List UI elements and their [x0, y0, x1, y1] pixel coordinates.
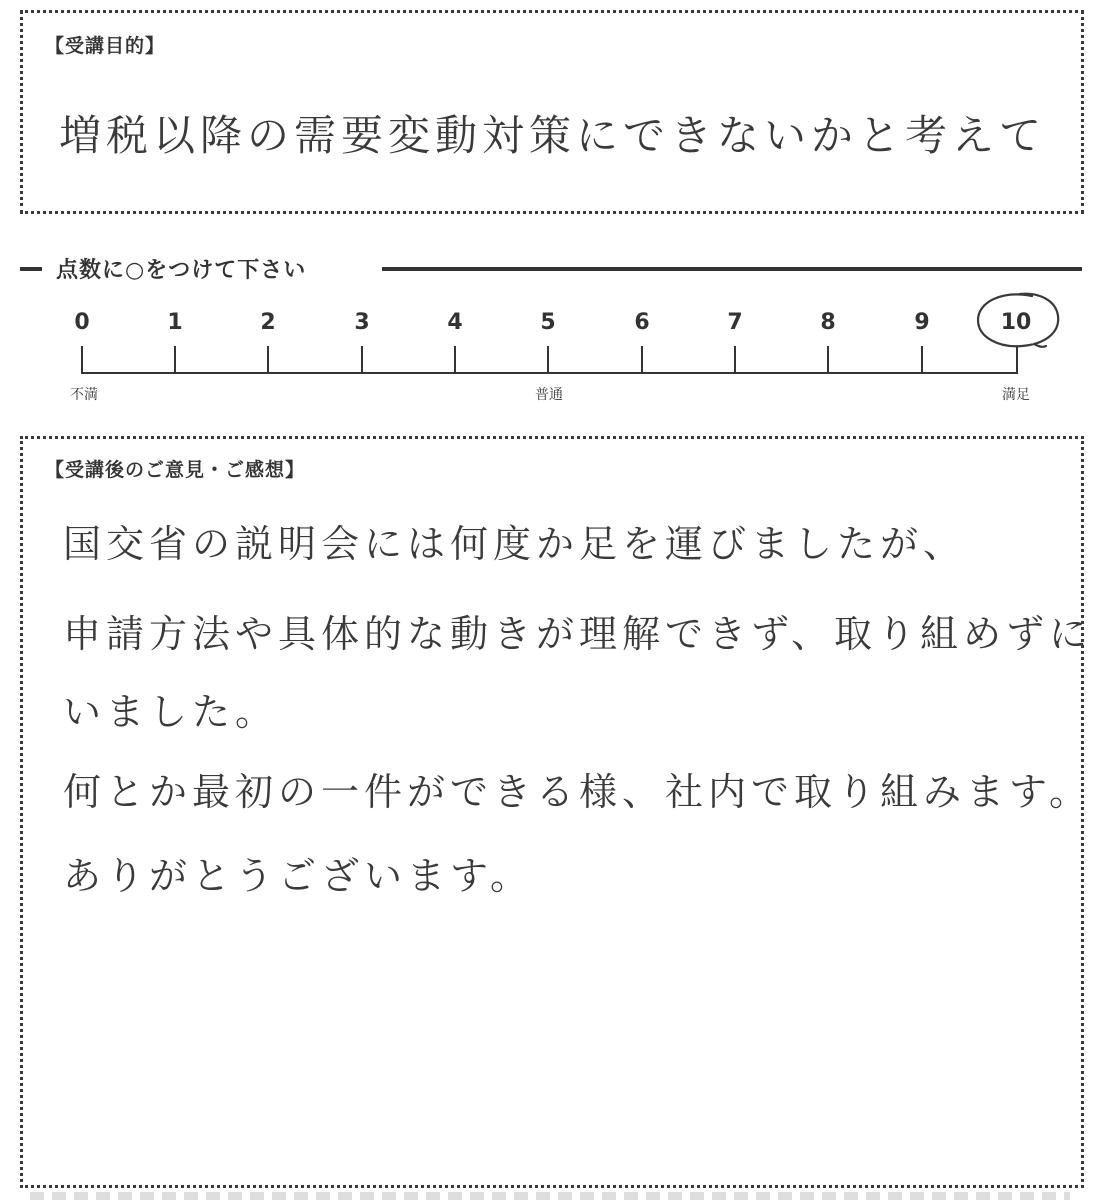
- comment-line: 何とか最初の一件ができる様、社内で取り組みます。: [63, 770, 1092, 814]
- tick-mark: [361, 346, 363, 373]
- tick-label-5: 5: [540, 310, 556, 335]
- heading-rule: [382, 267, 1082, 271]
- score-scale: [0, 300, 1109, 410]
- tick-label-4: 4: [447, 310, 463, 335]
- tick-mark: [641, 346, 643, 373]
- caption-dissatisfied: 不満: [70, 387, 98, 403]
- tick-mark: [81, 346, 83, 373]
- purpose-box: [20, 10, 1084, 214]
- cropped-footer-text: [30, 1192, 1070, 1200]
- scale-baseline: [81, 372, 1018, 374]
- tick-label-1: 1: [167, 310, 183, 335]
- tick-label-10: 10: [1000, 310, 1032, 335]
- comment-line: いました。: [63, 690, 279, 734]
- caption-neutral: 普通: [535, 387, 563, 403]
- tick-mark: [267, 346, 269, 373]
- score-heading-text: 点数に○をつけて下さい: [56, 258, 307, 283]
- tick-label-6: 6: [634, 310, 650, 335]
- purpose-handwritten-text: 増税以降の需要変動対策にできないかと考えて: [59, 111, 1047, 160]
- purpose-label: 【受講目的】: [45, 35, 166, 57]
- tick-mark: [454, 346, 456, 373]
- heading-dash: [20, 267, 42, 271]
- tick-mark: [174, 346, 176, 373]
- tick-mark: [921, 346, 923, 373]
- comment-line: 国交省の説明会には何度か足を運びましたが、: [63, 522, 967, 566]
- tick-mark: [547, 346, 549, 373]
- tick-mark: [734, 346, 736, 373]
- comment-line: 申請方法や具体的な動きが理解できず、取り組めずに: [63, 612, 1092, 656]
- comment-line: ありがとうございます。: [63, 854, 533, 898]
- caption-satisfied: 満足: [1002, 387, 1030, 403]
- tick-label-8: 8: [820, 310, 836, 335]
- tick-label-0: 0: [74, 310, 90, 335]
- tick-label-2: 2: [260, 310, 276, 335]
- score-heading: [20, 253, 1082, 283]
- tick-label-7: 7: [727, 310, 743, 335]
- tick-mark: [827, 346, 829, 373]
- tick-label-9: 9: [914, 310, 930, 335]
- comments-label: 【受講後のご意見・ご感想】: [45, 459, 306, 481]
- selected-score-circle: [972, 288, 1064, 354]
- comments-box: [20, 436, 1092, 1188]
- tick-label-3: 3: [354, 310, 370, 335]
